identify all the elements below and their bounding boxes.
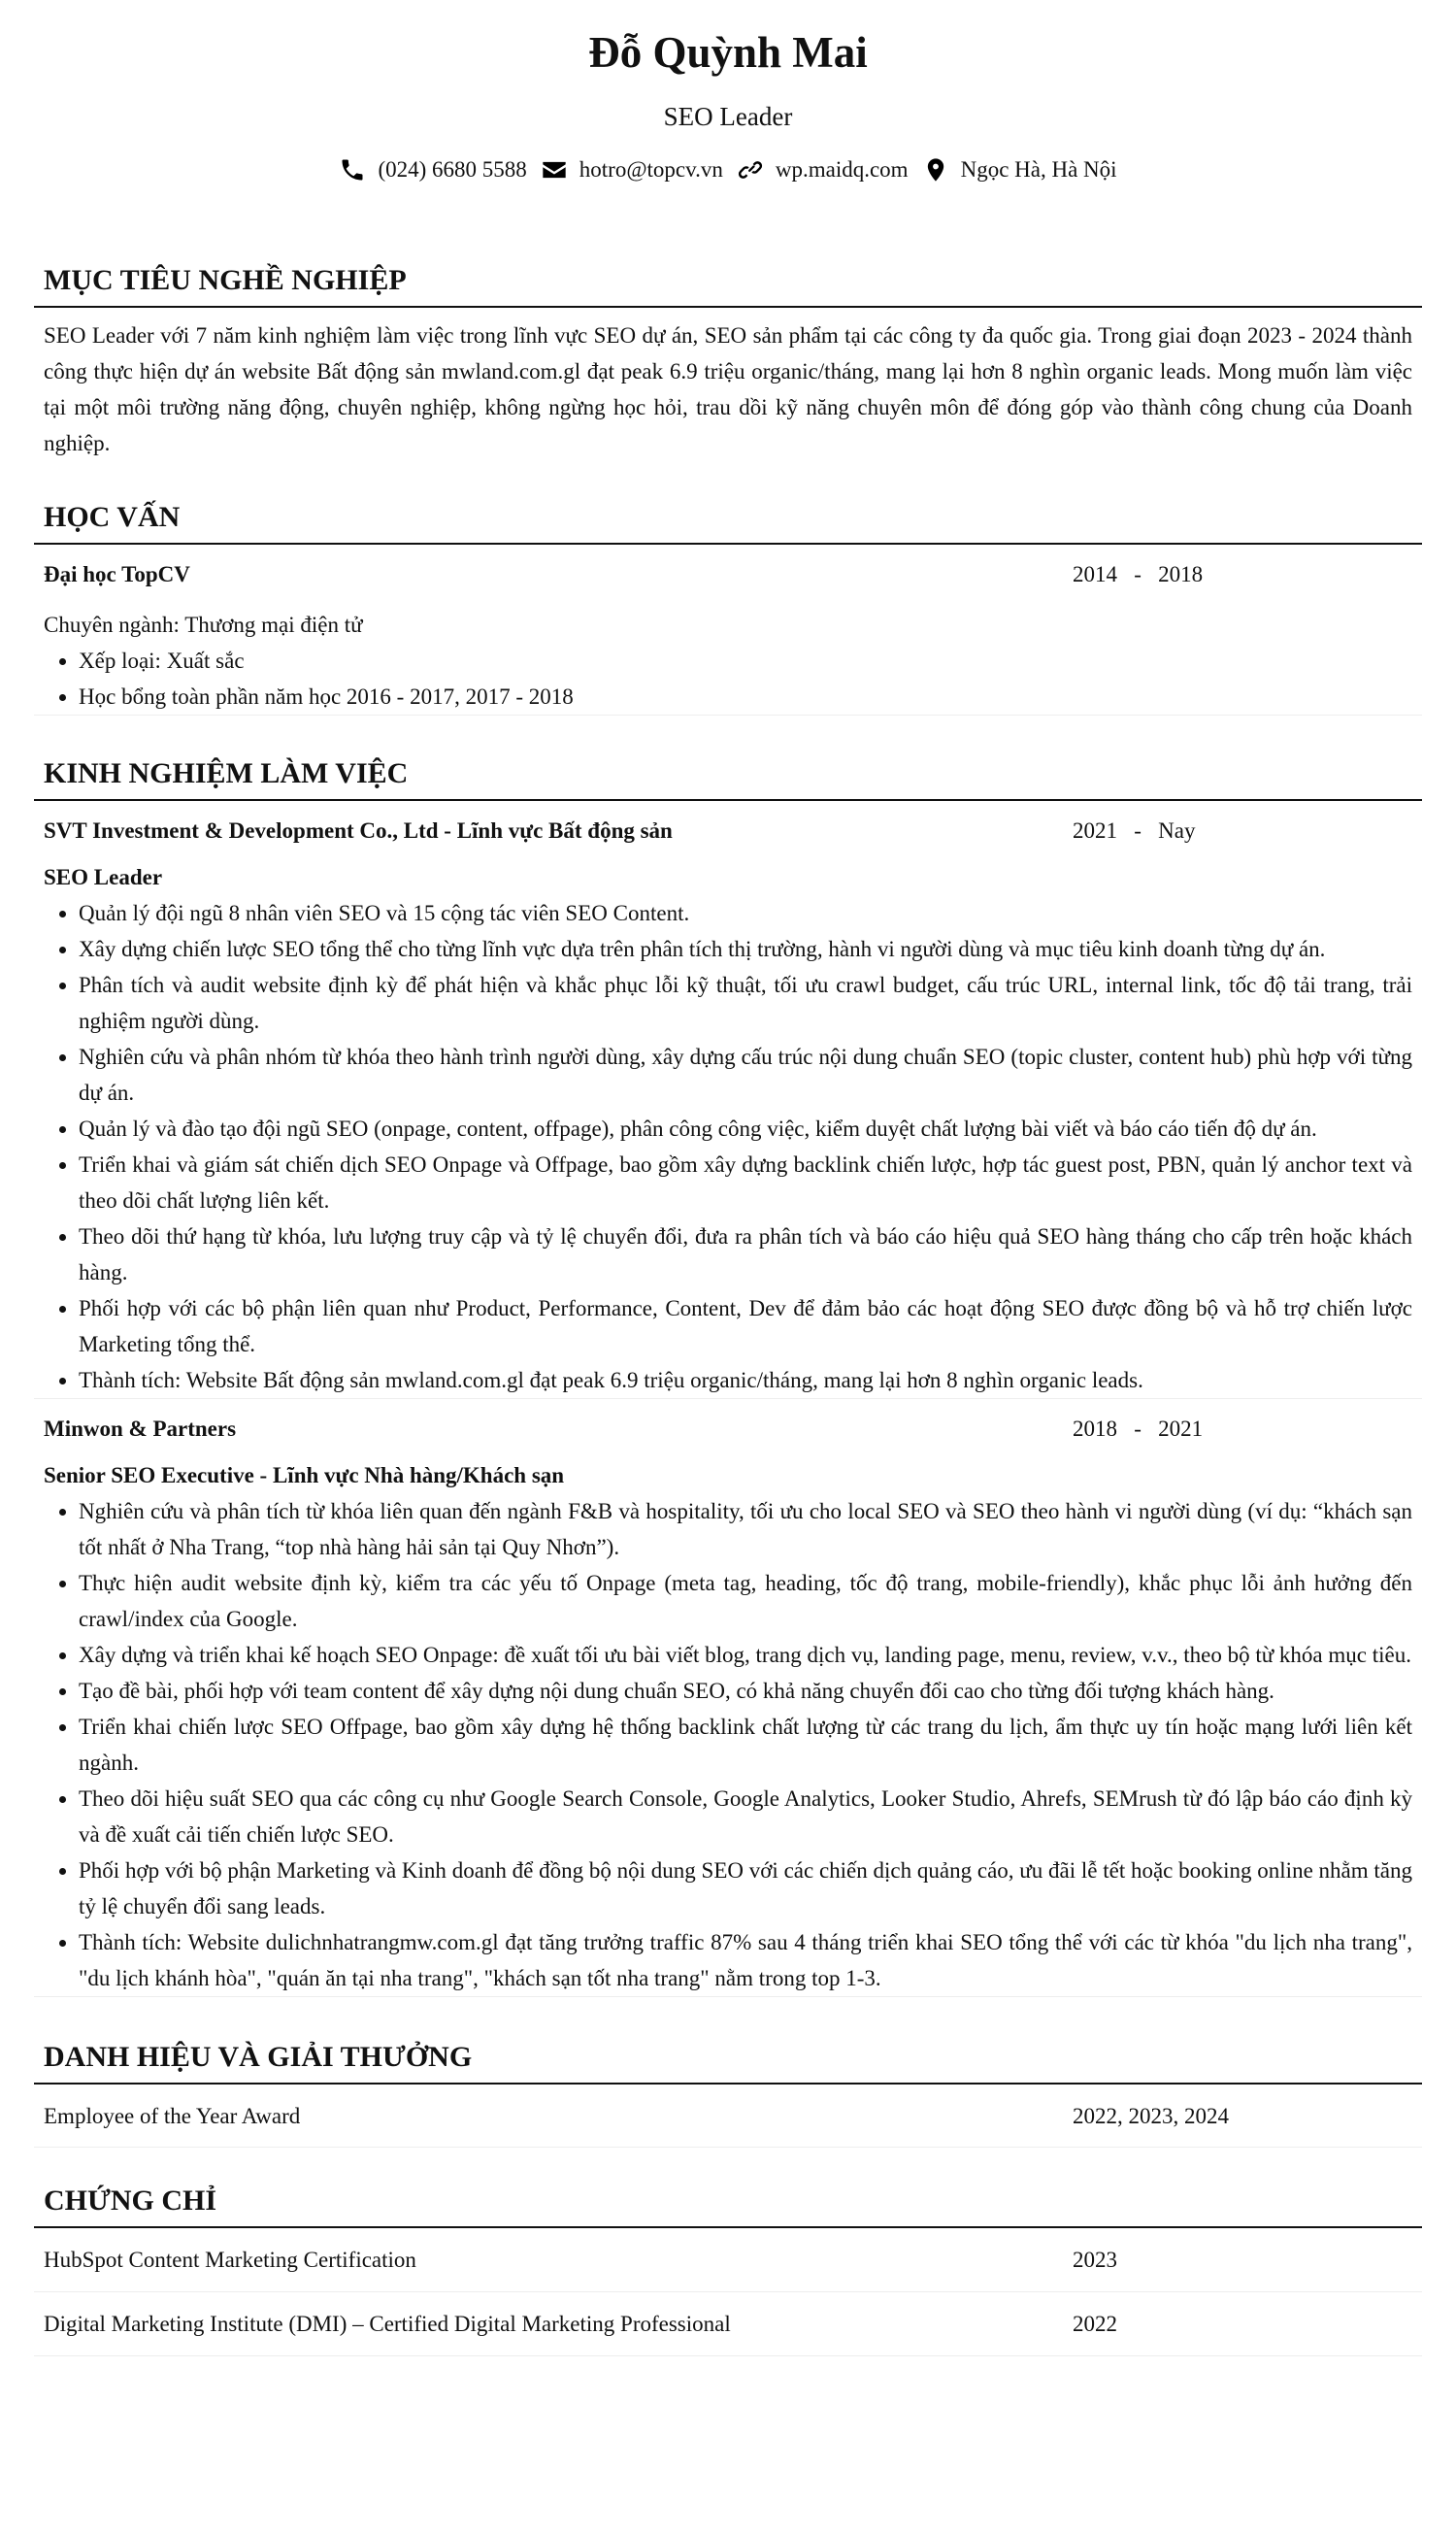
list-item: • Học bổng toàn phần năm học 2016 - 2017, 2017 - 2018 [79, 679, 1412, 715]
contact-website[interactable] [737, 155, 909, 184]
contact-address-text: Ngọc Hà, Hà Nội [960, 157, 1117, 182]
objective-text: SEO Leader với 7 năm kinh nghiệm làm việc trong lĩnh vực SEO dự án, SEO sản phẩm tại các công ty đa quốc gia. Trong giai đoạn 2023 - 2024 thành công thực hiện dự án website Bất động sản mwland.com.gl đạt peak 6.9 triệu organic/tháng, mang lại hơn 8 nghìn organic leads. Mong muốn làm việc tại một môi trường năng động, chuyên nghiệp, không ngừng học hỏi, trau dồi kỹ năng chuyên môn để đóng góp vào thành công chung của Doanh nghiệp. [44, 323, 1412, 455]
experience-entry [34, 801, 1422, 1399]
job-position: SEO Leader [44, 865, 163, 889]
list-item: • Thành tích: Website dulichnhatrangmw.com.gl đạt tăng trưởng traffic 87% sau 4 tháng triển khai SEO tổng thể với các từ khóa "du lịch nha trang", "du lịch khánh hòa", "quán ăn tại nha trang", "khách sạn tốt nha trang" nằm trong top 1-3. [79, 1924, 1412, 1996]
education-end: 2018 [1158, 561, 1204, 586]
list-item: • Nghiên cứu và phân tích từ khóa liên quan đến ngành F&B và hospitality, tối ưu cho local SEO và SEO theo hành vi người dùng (ví dụ: “khách sạn tốt nhất ở Nha Trang, “top nhà hàng hải sản tại Quy Nhơn”). [79, 1493, 1412, 1565]
envelope-icon [541, 156, 568, 183]
list-item: • Phối hợp với bộ phận Marketing và Kinh doanh để đồng bộ nội dung SEO với các chiến dịch quảng cáo, ưu đãi lễ tết hoặc booking online nhằm tăng tỷ lệ chuyển đổi sang leads. [79, 1852, 1412, 1924]
education-period [1073, 556, 1412, 592]
certificate-row [34, 2228, 1422, 2292]
award-row [34, 2085, 1422, 2148]
list-item: • Xếp loại: Xuất sắc [79, 643, 1412, 679]
list-item: • Theo dõi thứ hạng từ khóa, lưu lượng truy cập và tỷ lệ chuyển đổi, đưa ra phân tích và báo cáo hiệu quả SEO hàng tháng cho cấp trên hoặc khách hàng. [79, 1218, 1412, 1290]
objective-heading: MỤC TIÊU NGHỀ NGHIỆP [34, 259, 1422, 308]
experience-entry [34, 1399, 1422, 1997]
education-heading: HỌC VẤN [34, 496, 1422, 545]
education-entry [34, 545, 1422, 716]
education-separator: - [1134, 561, 1142, 586]
job-end: 2021 [1158, 1416, 1204, 1441]
school-name: Đại học TopCV [44, 561, 190, 586]
candidate-name: Đỗ Quỳnh Mai [588, 28, 868, 77]
award-year: 2022, 2023, 2024 [1073, 2103, 1229, 2128]
contact-email-text: hotro@topcv.vn [579, 157, 723, 182]
map-pin-icon [922, 156, 949, 183]
resume-header [34, 0, 1422, 184]
list-item: • Tạo đề bài, phối hợp với team content để xây dựng nội dung chuẩn SEO, có khả năng chuyển đổi cao cho từng đối tượng khách hàng. [79, 1673, 1412, 1709]
certificate-name: Digital Marketing Institute (DMI) – Certified Digital Marketing Professional [44, 2312, 731, 2336]
awards-section [34, 2036, 1422, 2148]
job-start: 2021 [1073, 817, 1117, 843]
job-responsibilities [44, 895, 1412, 1398]
list-item: • Triển khai chiến lược SEO Offpage, bao gồm xây dựng hệ thống backlink chất lượng từ các trang du lịch, ẩm thực uy tín hoặc mạng lưới liên kết ngành. [79, 1709, 1412, 1781]
contact-address [922, 155, 1117, 184]
list-item: • Xây dựng và triển khai kế hoạch SEO Onpage: đề xuất tối ưu bài viết blog, trang dịch vụ, landing page, menu, review, v.v., theo bộ từ khóa mục tiêu. [79, 1637, 1412, 1673]
job-end: Nay [1158, 817, 1196, 843]
contact-bar [34, 155, 1422, 184]
education-start: 2014 [1073, 561, 1117, 586]
contact-phone-text: (024) 6680 5588 [378, 157, 527, 182]
education-major: Chuyên ngành: Thương mại điện tử [44, 613, 363, 637]
job-separator: - [1134, 1416, 1142, 1441]
candidate-title: SEO Leader [663, 102, 793, 131]
certificate-year: 2023 [1073, 2248, 1117, 2272]
certificate-row [34, 2292, 1422, 2356]
list-item: • Nghiên cứu và phân nhóm từ khóa theo hành trình người dùng, xây dựng cấu trúc nội dung chuẩn SEO (topic cluster, content hub) phù hợp với từng dự án. [79, 1039, 1412, 1111]
list-item: • Phối hợp với các bộ phận liên quan như Product, Performance, Content, Dev để đảm bảo các hoạt động SEO được đồng bộ và hỗ trợ chiến lược Marketing tổng thể. [79, 1290, 1412, 1362]
job-period [1073, 1411, 1412, 1447]
job-period [1073, 813, 1412, 849]
certificates-heading: CHỨNG CHỈ [34, 2180, 1422, 2228]
experience-heading: KINH NGHIỆM LÀM VIỆC [34, 752, 1422, 801]
certificate-year: 2022 [1073, 2312, 1117, 2336]
list-item: • Quản lý đội ngũ 8 nhân viên SEO và 15 cộng tác viên SEO Content. [79, 895, 1412, 931]
company-name: Minwon & Partners [44, 1416, 237, 1441]
job-start: 2018 [1073, 1416, 1117, 1441]
list-item: • Xây dựng chiến lược SEO tổng thể cho từng lĩnh vực dựa trên phân tích thị trường, hành vi người dùng và mục tiêu kinh doanh từng dự án. [79, 931, 1412, 967]
job-separator: - [1134, 817, 1142, 843]
certificate-name: HubSpot Content Marketing Certification [44, 2248, 416, 2272]
award-name: Employee of the Year Award [44, 2103, 301, 2128]
objective-section [34, 259, 1422, 461]
experience-section [34, 752, 1422, 1997]
education-details [44, 643, 1412, 715]
contact-phone [339, 155, 526, 184]
certificates-section [34, 2180, 1422, 2356]
awards-heading: DANH HIỆU VÀ GIẢI THƯỞNG [34, 2036, 1422, 2085]
link-icon [737, 156, 764, 183]
education-section [34, 496, 1422, 716]
contact-email[interactable] [541, 155, 723, 184]
contact-website-text: wp.maidq.com [775, 157, 909, 182]
education-entry-header [44, 545, 1412, 603]
experience-entry-header [44, 801, 1412, 859]
experience-entry-header [44, 1399, 1412, 1457]
company-name: SVT Investment & Development Co., Ltd - Lĩnh vực Bất động sản [44, 817, 673, 843]
list-item: • Thành tích: Website Bất động sản mwland.com.gl đạt peak 6.9 triệu organic/tháng, mang lại hơn 8 nghìn organic leads. [79, 1362, 1412, 1398]
list-item: • Quản lý và đào tạo đội ngũ SEO (onpage, content, offpage), phân công công việc, kiểm duyệt chất lượng bài viết và báo cáo tiến độ dự án. [79, 1111, 1412, 1147]
list-item: • Triển khai và giám sát chiến dịch SEO Onpage và Offpage, bao gồm xây dựng backlink chiến lược, hợp tác guest post, PBN, quản lý anchor text và theo dõi chất lượng liên kết. [79, 1147, 1412, 1218]
job-responsibilities [44, 1493, 1412, 1996]
phone-icon [339, 156, 366, 183]
list-item: • Theo dõi hiệu suất SEO qua các công cụ như Google Search Console, Google Analytics, Looker Studio, Ahrefs, SEMrush từ đó lập báo cáo định kỳ và đề xuất cải tiến chiến lược SEO. [79, 1781, 1412, 1852]
list-item: • Phân tích và audit website định kỳ để phát hiện và khắc phục lỗi kỹ thuật, tối ưu crawl budget, cấu trúc URL, internal link, tốc độ tải trang, trải nghiệm người dùng. [79, 967, 1412, 1039]
job-position: Senior SEO Executive - Lĩnh vực Nhà hàng/Khách sạn [44, 1463, 565, 1487]
list-item: • Thực hiện audit website định kỳ, kiểm tra các yếu tố Onpage (meta tag, heading, tốc độ trang, mobile-friendly), khắc phục lỗi ảnh hưởng đến crawl/index của Google. [79, 1565, 1412, 1637]
